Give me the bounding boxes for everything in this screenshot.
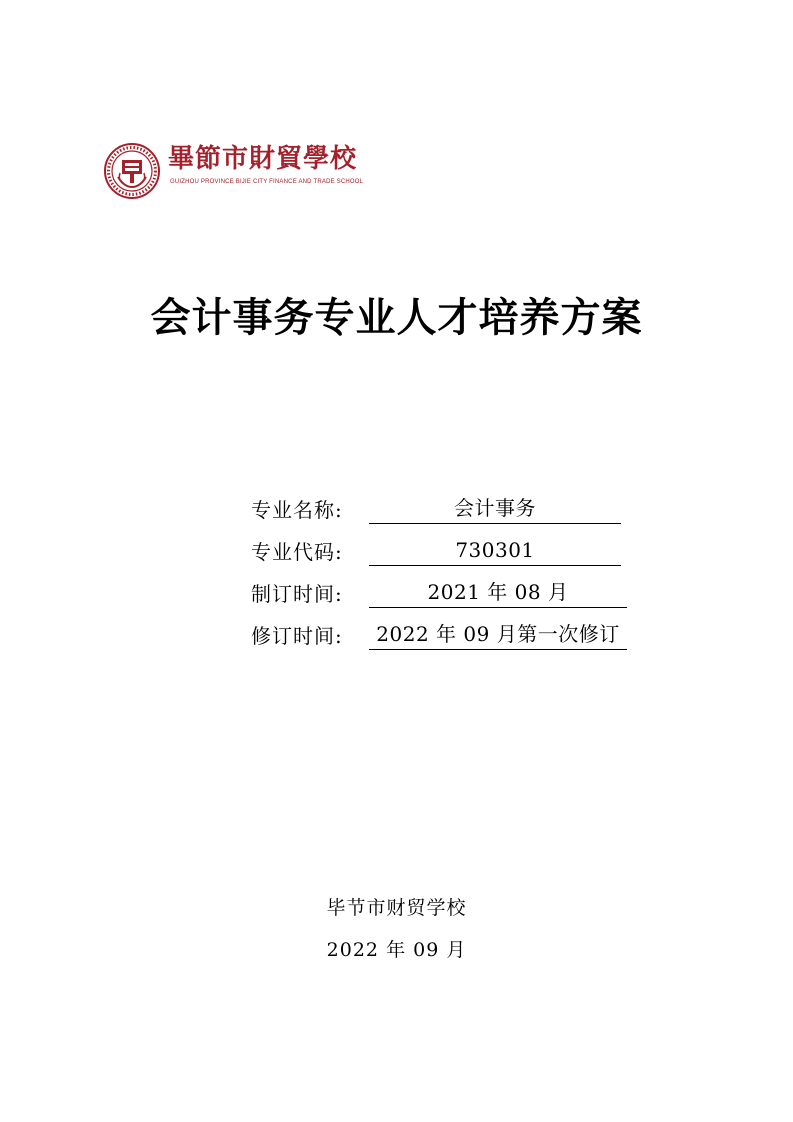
field-major-code: [251, 524, 627, 566]
field-value: 2021 年 08 月: [369, 578, 627, 608]
document-title: 会计事务专业人才培养方案: [150, 294, 643, 341]
field-label: 专业名称:: [251, 498, 343, 522]
school-seal-icon: [104, 143, 160, 199]
school-name-en: GUIZHOU PROVINCE BIJIE CITY FINANCE AND TRADE SCHOOL: [170, 179, 364, 185]
footer-school-name: 毕节市财贸学校: [326, 897, 467, 919]
program-info: [251, 482, 627, 650]
field-value: 730301: [369, 536, 621, 566]
school-name-cn: 畢節市財貿學校: [168, 144, 358, 174]
field-major-name: [251, 482, 627, 524]
field-value: 2022 年 09 月第一次修订: [369, 620, 627, 650]
field-created-date: [251, 566, 627, 608]
field-label: 修订时间:: [251, 624, 343, 648]
field-label: 专业代码:: [251, 540, 343, 564]
field-value: 会计事务: [369, 494, 621, 524]
school-logo: [104, 140, 394, 200]
footer-date: 2022 年 09 月: [326, 939, 467, 961]
field-label: 制订时间:: [251, 582, 343, 606]
field-revised-date: [251, 608, 627, 650]
